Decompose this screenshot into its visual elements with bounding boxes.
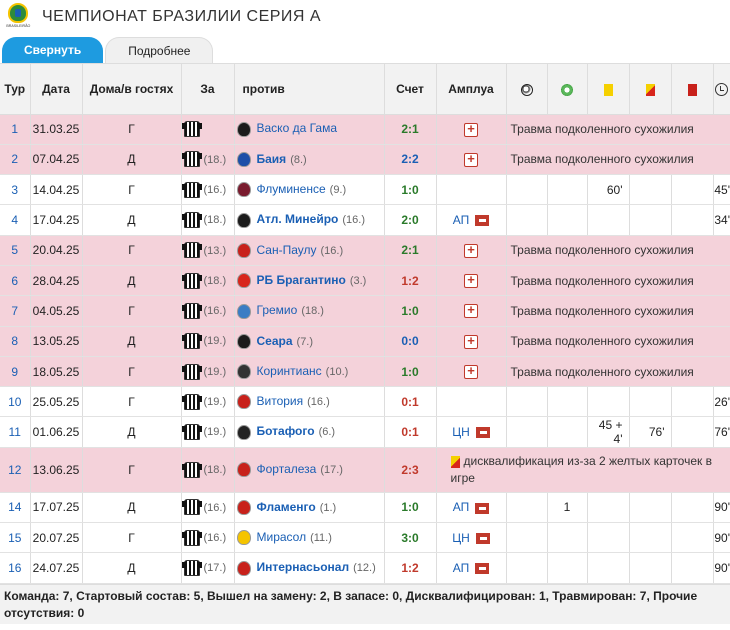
team-rank: (16.) xyxy=(203,531,227,544)
yellow-red-cell xyxy=(629,492,671,522)
assists-cell xyxy=(547,387,587,417)
tour-cell: 8 xyxy=(0,326,30,356)
status-cell xyxy=(436,326,506,356)
col-goals[interactable] xyxy=(506,64,547,114)
team-cell xyxy=(181,144,234,174)
score-cell[interactable]: 2:0 xyxy=(384,205,436,235)
santos-kit-icon xyxy=(184,499,200,515)
suspension-card-icon xyxy=(451,456,460,468)
home-away-cell: Г xyxy=(82,175,181,205)
status-note xyxy=(506,114,730,144)
opponent-crest-icon xyxy=(237,561,251,576)
santos-kit-icon xyxy=(184,424,200,440)
opponent-crest-icon xyxy=(237,394,251,409)
page-title: ЧЕМПИОНАТ БРАЗИЛИИ СЕРИЯ А xyxy=(42,8,322,25)
opponent-rank: (1.) xyxy=(319,501,337,514)
opponent-name[interactable]: Атл. Минейро xyxy=(256,212,339,227)
tour-cell: 10 xyxy=(0,387,30,417)
opponent-cell[interactable] xyxy=(234,492,384,522)
red-card-icon xyxy=(688,84,697,96)
opponent-crest-icon xyxy=(237,425,251,440)
date-cell: 20.04.25 xyxy=(30,235,82,265)
opponent-crest-icon xyxy=(237,334,251,349)
santos-kit-icon xyxy=(184,151,200,167)
assists-cell: 1 xyxy=(547,492,587,522)
opponent-crest-icon xyxy=(237,213,251,228)
score-cell[interactable]: 2:1 xyxy=(384,235,436,265)
opponent-name[interactable]: Мирасол xyxy=(256,530,307,545)
injury-icon xyxy=(464,153,478,167)
tour-cell: 11 xyxy=(0,417,30,447)
yellow-red-cell xyxy=(629,523,671,553)
opponent-crest-icon xyxy=(237,152,251,167)
role-value: ЦН xyxy=(452,530,470,545)
status-note xyxy=(506,265,730,295)
minutes-cell: 34' xyxy=(713,205,730,235)
tour-cell: 9 xyxy=(0,356,30,386)
col-assists[interactable] xyxy=(547,64,587,114)
santos-kit-icon xyxy=(184,560,200,576)
yellow-cell: 45 + 4' xyxy=(587,417,629,447)
date-cell: 07.04.25 xyxy=(30,144,82,174)
opponent-crest-icon xyxy=(237,304,251,319)
opponent-name[interactable]: Баия xyxy=(256,151,287,166)
opponent-crest-icon xyxy=(237,122,251,137)
home-away-cell: Д xyxy=(82,144,181,174)
status-note xyxy=(506,356,730,386)
home-away-cell: Г xyxy=(82,523,181,553)
home-away-cell: Г xyxy=(82,235,181,265)
team-cell xyxy=(181,296,234,326)
date-cell: 13.05.25 xyxy=(30,326,82,356)
table-header xyxy=(0,64,730,114)
suspension-note: дисквалификация из-за 2 желтых карточек в игре xyxy=(450,453,712,485)
table-row[interactable] xyxy=(0,296,730,326)
team-rank: (18.) xyxy=(203,463,227,476)
assists-cell xyxy=(547,417,587,447)
matches-table xyxy=(0,64,730,584)
col-yellow-red[interactable] xyxy=(629,64,671,114)
col-score[interactable]: Счет xyxy=(384,64,436,114)
red-cell xyxy=(671,417,713,447)
team-cell xyxy=(181,114,234,144)
minutes-cell: 90' xyxy=(713,492,730,522)
tour-cell: 7 xyxy=(0,296,30,326)
table-row[interactable] xyxy=(0,447,730,492)
score-cell[interactable]: 1:0 xyxy=(384,492,436,522)
injury-icon xyxy=(464,304,478,318)
score-cell[interactable]: 0:1 xyxy=(384,387,436,417)
home-away-cell: Д xyxy=(82,492,181,522)
table-row[interactable] xyxy=(0,144,730,174)
table-row[interactable] xyxy=(0,235,730,265)
opponent-cell[interactable] xyxy=(234,144,384,174)
score-cell[interactable]: 2:3 xyxy=(384,447,436,492)
goals-cell xyxy=(506,175,547,205)
opponent-name[interactable]: Интернасьонал xyxy=(256,560,350,575)
home-away-cell: Д xyxy=(82,417,181,447)
injury-icon xyxy=(464,365,478,379)
injury-note: Травма подколенного сухожилия xyxy=(510,152,694,167)
team-rank: (18.) xyxy=(203,274,227,287)
team-cell xyxy=(181,417,234,447)
assist-ball-icon xyxy=(561,84,573,96)
date-cell: 28.04.25 xyxy=(30,265,82,295)
opponent-cell[interactable] xyxy=(234,553,384,583)
red-cell xyxy=(671,523,713,553)
league-logo-text: BRASILEIRÃO xyxy=(5,23,31,28)
date-cell: 14.04.25 xyxy=(30,175,82,205)
yellow-red-cell xyxy=(629,205,671,235)
injury-icon xyxy=(464,274,478,288)
opponent-rank: (7.) xyxy=(296,335,314,348)
date-cell: 17.07.25 xyxy=(30,492,82,522)
role-value: АП xyxy=(452,561,470,575)
role-cell xyxy=(436,387,506,417)
date-cell: 31.03.25 xyxy=(30,114,82,144)
date-cell: 25.05.25 xyxy=(30,387,82,417)
opponent-cell[interactable] xyxy=(234,387,384,417)
yellow-cell xyxy=(587,492,629,522)
team-cell xyxy=(181,265,234,295)
yellow-cell xyxy=(587,523,629,553)
team-rank: (17.) xyxy=(203,562,227,575)
team-cell xyxy=(181,523,234,553)
role-cell xyxy=(436,205,506,235)
injury-note: Травма подколенного сухожилия xyxy=(510,334,694,349)
clock-icon xyxy=(715,83,728,96)
tour-cell: 16 xyxy=(0,553,30,583)
team-rank: (16.) xyxy=(203,183,227,196)
home-away-cell: Д xyxy=(82,326,181,356)
page-header xyxy=(0,0,730,34)
status-cell xyxy=(436,296,506,326)
tour-cell: 4 xyxy=(0,205,30,235)
opponent-name[interactable]: Сеара xyxy=(256,333,293,348)
injury-note: Травма подколенного сухожилия xyxy=(510,122,694,137)
opponent-name[interactable]: Витория xyxy=(256,394,304,409)
col-date[interactable]: Дата xyxy=(30,64,82,114)
opponent-cell[interactable] xyxy=(234,296,384,326)
injury-icon xyxy=(464,123,478,137)
status-cell xyxy=(436,356,506,386)
yellow-red-cell xyxy=(629,175,671,205)
score-cell[interactable]: 1:0 xyxy=(384,175,436,205)
home-away-cell: Д xyxy=(82,553,181,583)
opponent-cell[interactable] xyxy=(234,175,384,205)
red-cell xyxy=(671,387,713,417)
red-cell xyxy=(671,492,713,522)
tab-details[interactable]: Подробнее xyxy=(105,37,213,63)
minutes-cell: 90' xyxy=(713,553,730,583)
injury-note: Травма подколенного сухожилия xyxy=(510,273,694,288)
home-away-cell: Г xyxy=(82,447,181,492)
date-cell: 20.07.25 xyxy=(30,523,82,553)
opponent-name[interactable]: Ботафого xyxy=(256,424,315,439)
team-rank: (19.) xyxy=(203,365,227,378)
role-cell xyxy=(436,553,506,583)
status-cell xyxy=(436,235,506,265)
tour-cell: 2 xyxy=(0,144,30,174)
flag-icon xyxy=(475,563,489,574)
status-cell xyxy=(436,114,506,144)
flag-icon xyxy=(476,427,490,438)
injury-note: Травма подколенного сухожилия xyxy=(510,364,694,379)
opponent-name[interactable]: Фламенго xyxy=(256,499,316,514)
team-rank: (19.) xyxy=(203,426,227,439)
table-row[interactable] xyxy=(0,523,730,553)
injury-icon xyxy=(464,244,478,258)
table-row[interactable] xyxy=(0,553,730,583)
status-note xyxy=(506,235,730,265)
santos-kit-icon xyxy=(184,242,200,258)
goals-cell xyxy=(506,553,547,583)
score-cell[interactable]: 1:2 xyxy=(384,553,436,583)
injury-icon xyxy=(464,335,478,349)
col-opponent[interactable]: против xyxy=(234,64,384,114)
santos-kit-icon xyxy=(184,273,200,289)
table-row[interactable] xyxy=(0,417,730,447)
opponent-cell[interactable] xyxy=(234,417,384,447)
team-rank: (18.) xyxy=(203,153,227,166)
goals-cell xyxy=(506,417,547,447)
score-cell[interactable]: 1:0 xyxy=(384,356,436,386)
status-cell xyxy=(436,144,506,174)
role-value: ЦН xyxy=(452,425,470,440)
tab-collapse[interactable]: Свернуть xyxy=(2,37,103,63)
summary-footer: Команда: 7, Стартовый состав: 5, Вышел на замену: 2, В запасе: 0, Дисквалифицирован: 1, Травмирован: 7, Прочие отсутствия: 0 xyxy=(0,584,730,624)
date-cell: 24.07.25 xyxy=(30,553,82,583)
team-rank: (19.) xyxy=(203,395,227,408)
role-cell xyxy=(436,417,506,447)
opponent-rank: (8.) xyxy=(290,153,307,166)
opponent-rank: (12.) xyxy=(353,562,376,575)
opponent-cell[interactable] xyxy=(234,356,384,386)
opponent-rank: (10.) xyxy=(325,365,349,378)
tour-cell: 3 xyxy=(0,175,30,205)
tour-cell: 15 xyxy=(0,523,30,553)
tour-cell: 6 xyxy=(0,265,30,295)
role-cell xyxy=(436,175,506,205)
assists-cell xyxy=(547,523,587,553)
assists-cell xyxy=(547,175,587,205)
home-away-cell: Г xyxy=(82,356,181,386)
opponent-rank: (16.) xyxy=(307,396,330,409)
score-cell[interactable]: 2:2 xyxy=(384,144,436,174)
role-cell xyxy=(436,523,506,553)
flag-icon xyxy=(475,503,489,514)
league-logo xyxy=(6,3,30,31)
team-rank: (16.) xyxy=(203,501,227,514)
score-cell[interactable]: 0:1 xyxy=(384,417,436,447)
goals-cell xyxy=(506,387,547,417)
league-logo-shield-icon xyxy=(8,3,28,23)
minutes-cell: 45' xyxy=(713,175,730,205)
yellow-red-cell: 76' xyxy=(629,417,671,447)
minutes-cell: 90' xyxy=(713,523,730,553)
date-cell: 18.05.25 xyxy=(30,356,82,386)
team-cell xyxy=(181,175,234,205)
team-cell xyxy=(181,235,234,265)
table-row[interactable] xyxy=(0,205,730,235)
opponent-rank: (16.) xyxy=(320,244,344,257)
role-cell xyxy=(436,492,506,522)
minutes-cell: 76' xyxy=(713,417,730,447)
home-away-cell: Д xyxy=(82,265,181,295)
score-cell[interactable]: 1:0 xyxy=(384,296,436,326)
table-row[interactable] xyxy=(0,265,730,295)
score-cell[interactable]: 2:1 xyxy=(384,114,436,144)
table-row[interactable] xyxy=(0,387,730,417)
opponent-name[interactable]: Флуминенсе xyxy=(256,182,326,197)
status-note xyxy=(506,296,730,326)
date-cell: 01.06.25 xyxy=(30,417,82,447)
team-cell xyxy=(181,205,234,235)
goals-cell xyxy=(506,523,547,553)
status-note xyxy=(506,326,730,356)
col-role[interactable]: Амплуа xyxy=(436,64,506,114)
opponent-cell[interactable] xyxy=(234,114,384,144)
score-cell[interactable]: 1:2 xyxy=(384,265,436,295)
tour-cell: 14 xyxy=(0,492,30,522)
santos-kit-icon xyxy=(184,530,200,546)
yellow-red-cell xyxy=(629,387,671,417)
santos-kit-icon xyxy=(184,303,200,319)
team-cell xyxy=(181,553,234,583)
opponent-cell[interactable] xyxy=(234,265,384,295)
score-cell[interactable]: 0:0 xyxy=(384,326,436,356)
col-home-away[interactable]: Дома/в гостях xyxy=(82,64,181,114)
opponent-crest-icon xyxy=(237,462,251,477)
tour-cell: 12 xyxy=(0,447,30,492)
injury-note: Травма подколенного сухожилия xyxy=(510,303,694,318)
assists-cell xyxy=(547,553,587,583)
yellow-cell xyxy=(587,553,629,583)
goals-cell xyxy=(506,492,547,522)
flag-icon xyxy=(476,533,490,544)
table-row[interactable] xyxy=(0,492,730,522)
table-row[interactable] xyxy=(0,175,730,205)
opponent-name[interactable]: РБ Брагантино xyxy=(256,272,346,287)
col-red[interactable] xyxy=(671,64,713,114)
opponent-crest-icon xyxy=(237,182,251,197)
col-yellow[interactable] xyxy=(587,64,629,114)
santos-kit-icon xyxy=(184,121,200,137)
yellow-cell: 60' xyxy=(587,175,629,205)
team-rank: (19.) xyxy=(203,335,227,348)
yellow-red-cell xyxy=(629,553,671,583)
opponent-rank: (9.) xyxy=(329,184,347,197)
opponent-rank: (11.) xyxy=(310,532,332,545)
opponent-rank: (3.) xyxy=(349,274,367,287)
opponent-name[interactable]: Сан-Паулу xyxy=(256,242,317,257)
opponent-cell[interactable] xyxy=(234,326,384,356)
table-body xyxy=(0,114,730,583)
red-cell xyxy=(671,175,713,205)
home-away-cell: Г xyxy=(82,296,181,326)
team-rank: (16.) xyxy=(203,305,227,318)
yellow-red-card-icon xyxy=(646,84,655,96)
status-note xyxy=(506,144,730,174)
team-cell xyxy=(181,492,234,522)
opponent-cell[interactable] xyxy=(234,447,384,492)
santos-kit-icon xyxy=(184,182,200,198)
santos-kit-icon xyxy=(184,212,200,228)
opponent-name[interactable]: Васко да Гама xyxy=(256,121,338,136)
soccer-ball-icon xyxy=(521,84,533,96)
view-tabs xyxy=(0,34,730,64)
yellow-cell xyxy=(587,205,629,235)
table-row[interactable] xyxy=(0,356,730,386)
opponent-cell[interactable] xyxy=(234,235,384,265)
opponent-rank: (16.) xyxy=(342,214,365,227)
date-cell: 04.05.25 xyxy=(30,296,82,326)
opponent-crest-icon xyxy=(237,273,251,288)
injury-note: Травма подколенного сухожилия xyxy=(510,243,694,258)
opponent-name[interactable]: Коринтианс xyxy=(256,363,322,378)
tour-cell: 5 xyxy=(0,235,30,265)
opponent-name[interactable]: Гремио xyxy=(256,303,298,318)
team-rank: (18.) xyxy=(203,214,227,227)
assists-cell xyxy=(547,205,587,235)
santos-kit-icon xyxy=(184,364,200,380)
col-team[interactable]: За xyxy=(181,64,234,114)
team-cell xyxy=(181,387,234,417)
flag-icon xyxy=(475,215,489,226)
tour-cell: 1 xyxy=(0,114,30,144)
opponent-crest-icon xyxy=(237,530,251,545)
opponent-crest-icon xyxy=(237,364,251,379)
col-minutes[interactable] xyxy=(713,64,730,114)
role-value: АП xyxy=(452,213,470,228)
date-cell: 13.06.25 xyxy=(30,447,82,492)
team-cell xyxy=(181,356,234,386)
team-rank: (13.) xyxy=(203,244,227,257)
home-away-cell: Г xyxy=(82,114,181,144)
opponent-crest-icon xyxy=(237,500,251,515)
opponent-crest-icon xyxy=(237,243,251,258)
goals-cell xyxy=(506,205,547,235)
opponent-rank: (18.) xyxy=(301,305,324,318)
opponent-cell[interactable] xyxy=(234,523,384,553)
status-cell xyxy=(436,265,506,295)
santos-kit-icon xyxy=(184,462,200,478)
score-cell[interactable]: 3:0 xyxy=(384,523,436,553)
opponent-cell[interactable] xyxy=(234,205,384,235)
red-cell xyxy=(671,205,713,235)
yellow-card-icon xyxy=(604,84,613,96)
status-note xyxy=(436,447,730,492)
home-away-cell: Д xyxy=(82,205,181,235)
santos-kit-icon xyxy=(184,333,200,349)
santos-kit-icon xyxy=(184,394,200,410)
table-row[interactable] xyxy=(0,114,730,144)
opponent-rank: (17.) xyxy=(320,464,343,477)
home-away-cell: Г xyxy=(82,387,181,417)
team-cell xyxy=(181,447,234,492)
opponent-rank: (6.) xyxy=(318,426,336,439)
team-cell xyxy=(181,326,234,356)
red-cell xyxy=(671,553,713,583)
minutes-cell: 26' xyxy=(713,387,730,417)
date-cell: 17.04.25 xyxy=(30,205,82,235)
yellow-cell xyxy=(587,387,629,417)
col-tour[interactable]: Тур xyxy=(0,64,30,114)
opponent-name[interactable]: Форталеза xyxy=(256,462,317,477)
role-value: АП xyxy=(452,500,470,515)
table-row[interactable] xyxy=(0,326,730,356)
